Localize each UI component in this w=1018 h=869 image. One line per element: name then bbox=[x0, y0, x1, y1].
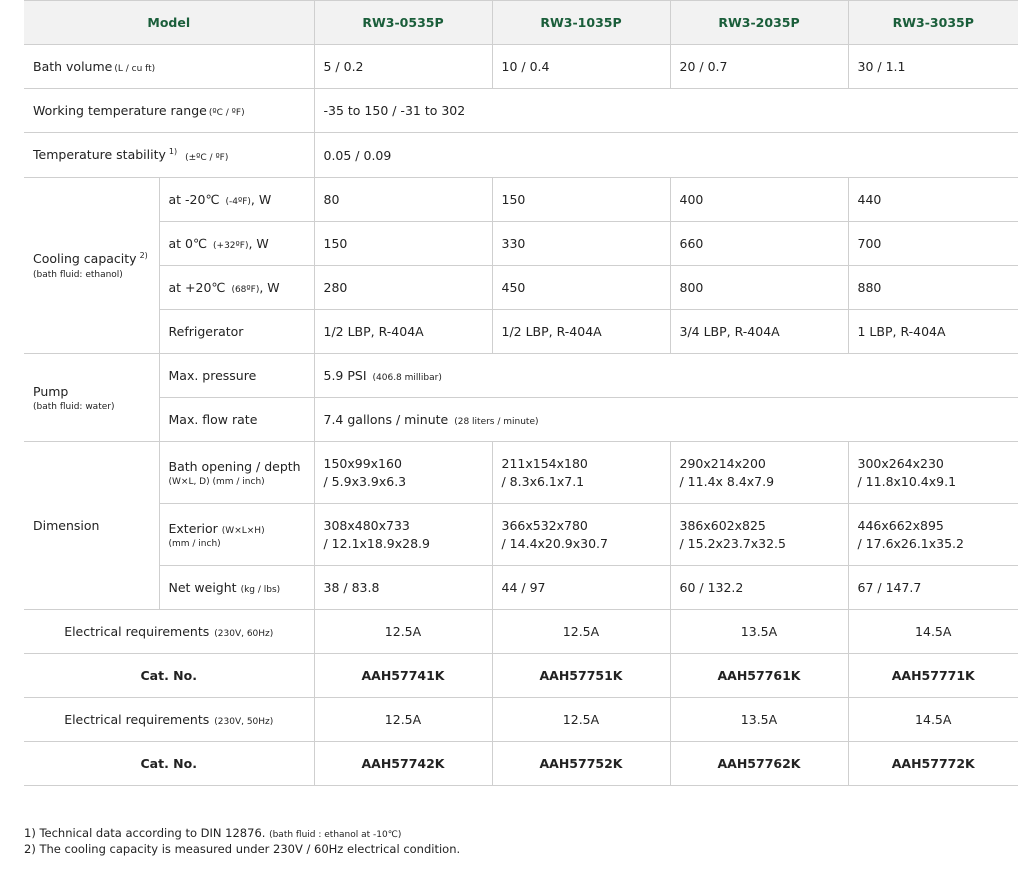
net-weight-label: Net weight (kg / lbs) bbox=[159, 566, 314, 610]
bath-volume-value: 20 / 0.7 bbox=[670, 45, 848, 89]
cooling-value: 700 bbox=[848, 222, 1018, 266]
cooling-value: 150 bbox=[314, 222, 492, 266]
max-flow-label: Max. flow rate bbox=[159, 398, 314, 442]
electrical-60hz-row bbox=[24, 610, 1018, 654]
bath-volume-row bbox=[24, 45, 1018, 89]
cat-no-value: AAH57752K bbox=[492, 742, 670, 786]
net-weight-row bbox=[24, 566, 1018, 610]
electrical-value: 13.5A bbox=[670, 610, 848, 654]
exterior-value: 386x602x825 / 15.2x23.7x32.5 bbox=[670, 504, 848, 566]
net-weight-value: 60 / 132.2 bbox=[670, 566, 848, 610]
footnote-2: 2) The cooling capacity is measured under 230V / 60Hz electrical condition. bbox=[24, 842, 461, 856]
bath-opening-value: 150x99x160 / 5.9x3.9x6.3 bbox=[314, 442, 492, 504]
cooling-value: 400 bbox=[670, 178, 848, 222]
cooling-value: 880 bbox=[848, 266, 1018, 310]
cat-no-label: Cat. No. bbox=[24, 654, 314, 698]
cooling-capacity-label: Cooling capacity $^{2)}$ (bath fluid: ethanol) bbox=[24, 178, 159, 354]
electrical-60hz-label: Electrical requirements (230V, 60Hz) bbox=[24, 610, 314, 654]
cooling-value: 150 bbox=[492, 178, 670, 222]
refrigerator-value: 3/4 LBP, R-404A bbox=[670, 310, 848, 354]
refrigerator-value: 1/2 LBP, R-404A bbox=[314, 310, 492, 354]
cooling-row-2 bbox=[24, 222, 1018, 266]
cat-no-value: AAH57751K bbox=[492, 654, 670, 698]
electrical-value: 12.5A bbox=[492, 698, 670, 742]
cat-no-value: AAH57742K bbox=[314, 742, 492, 786]
cooling-sub-label: at 0℃ (+32ºF), W bbox=[159, 222, 314, 266]
refrigerator-row bbox=[24, 310, 1018, 354]
model-header: Model bbox=[24, 1, 314, 45]
electrical-value: 14.5A bbox=[848, 610, 1018, 654]
refrigerator-value: 1/2 LBP, R-404A bbox=[492, 310, 670, 354]
net-weight-value: 67 / 147.7 bbox=[848, 566, 1018, 610]
bath-opening-value: 300x264x230 / 11.8x10.4x9.1 bbox=[848, 442, 1018, 504]
model-col-1: RW3-0535P bbox=[314, 1, 492, 45]
cooling-value: 440 bbox=[848, 178, 1018, 222]
pump-flow-row bbox=[24, 398, 1018, 442]
pump-label: Pump (bath fluid: water) bbox=[24, 354, 159, 442]
bath-volume-label: Bath volume (L / cu ft) bbox=[24, 45, 314, 89]
model-col-3: RW3-2035P bbox=[670, 1, 848, 45]
cooling-row-1 bbox=[24, 178, 1018, 222]
model-col-2: RW3-1035P bbox=[492, 1, 670, 45]
net-weight-value: 38 / 83.8 bbox=[314, 566, 492, 610]
cat-no-50hz-row bbox=[24, 742, 1018, 786]
temp-stability-label: Temperature stability $^{1)}$(±ºC / ºF) bbox=[24, 133, 314, 178]
temp-stability-value: 0.05 / 0.09 bbox=[314, 133, 1018, 178]
electrical-value: 12.5A bbox=[314, 610, 492, 654]
net-weight-value: 44 / 97 bbox=[492, 566, 670, 610]
pump-pressure-row bbox=[24, 354, 1018, 398]
working-temp-label: Working temperature range (ºC / ºF) bbox=[24, 89, 314, 133]
refrigerator-label: Refrigerator bbox=[159, 310, 314, 354]
max-pressure-value: 5.9 PSI (406.8 millibar) bbox=[314, 354, 1018, 398]
cooling-value: 800 bbox=[670, 266, 848, 310]
bath-opening-value: 290x214x200 / 11.4x 8.4x7.9 bbox=[670, 442, 848, 504]
max-flow-value: 7.4 gallons / minute (28 liters / minute) bbox=[314, 398, 1018, 442]
bath-opening-label: Bath opening / depth (W×L, D) (mm / inch) bbox=[159, 442, 314, 504]
exterior-value: 308x480x733 / 12.1x18.9x28.9 bbox=[314, 504, 492, 566]
cooling-value: 280 bbox=[314, 266, 492, 310]
refrigerator-value: 1 LBP, R-404A bbox=[848, 310, 1018, 354]
cooling-value: 660 bbox=[670, 222, 848, 266]
footnote-1: 1) Technical data according to DIN 12876. (bath fluid : ethanol at -10℃) bbox=[24, 826, 402, 840]
electrical-value: 12.5A bbox=[492, 610, 670, 654]
bath-volume-value: 10 / 0.4 bbox=[492, 45, 670, 89]
cooling-value: 450 bbox=[492, 266, 670, 310]
bath-opening-value: 211x154x180 / 8.3x6.1x7.1 bbox=[492, 442, 670, 504]
cooling-row-3 bbox=[24, 266, 1018, 310]
cooling-value: 330 bbox=[492, 222, 670, 266]
spec-table bbox=[24, 0, 1018, 786]
cooling-value: 80 bbox=[314, 178, 492, 222]
bath-volume-value: 30 / 1.1 bbox=[848, 45, 1018, 89]
footnotes bbox=[24, 826, 460, 856]
header-row bbox=[24, 1, 1018, 45]
temp-stability-row bbox=[24, 133, 1018, 178]
cat-no-label: Cat. No. bbox=[24, 742, 314, 786]
cat-no-value: AAH57761K bbox=[670, 654, 848, 698]
electrical-value: 14.5A bbox=[848, 698, 1018, 742]
dimension-label: Dimension bbox=[24, 442, 159, 610]
cooling-sub-label: at +20℃ (68ºF), W bbox=[159, 266, 314, 310]
cat-no-value: AAH57762K bbox=[670, 742, 848, 786]
electrical-50hz-label: Electrical requirements (230V, 50Hz) bbox=[24, 698, 314, 742]
bath-opening-row bbox=[24, 442, 1018, 504]
exterior-value: 366x532x780 / 14.4x20.9x30.7 bbox=[492, 504, 670, 566]
electrical-value: 13.5A bbox=[670, 698, 848, 742]
working-temp-row bbox=[24, 89, 1018, 133]
cat-no-60hz-row bbox=[24, 654, 1018, 698]
exterior-row bbox=[24, 504, 1018, 566]
cat-no-value: AAH57771K bbox=[848, 654, 1018, 698]
cat-no-value: AAH57741K bbox=[314, 654, 492, 698]
model-col-4: RW3-3035P bbox=[848, 1, 1018, 45]
exterior-value: 446x662x895 / 17.6x26.1x35.2 bbox=[848, 504, 1018, 566]
working-temp-value: -35 to 150 / -31 to 302 bbox=[314, 89, 1018, 133]
bath-volume-value: 5 / 0.2 bbox=[314, 45, 492, 89]
cooling-sub-label: at -20℃ (-4ºF), W bbox=[159, 178, 314, 222]
electrical-50hz-row bbox=[24, 698, 1018, 742]
cat-no-value: AAH57772K bbox=[848, 742, 1018, 786]
electrical-value: 12.5A bbox=[314, 698, 492, 742]
exterior-label: Exterior (W×L×H) (mm / inch) bbox=[159, 504, 314, 566]
max-pressure-label: Max. pressure bbox=[159, 354, 314, 398]
